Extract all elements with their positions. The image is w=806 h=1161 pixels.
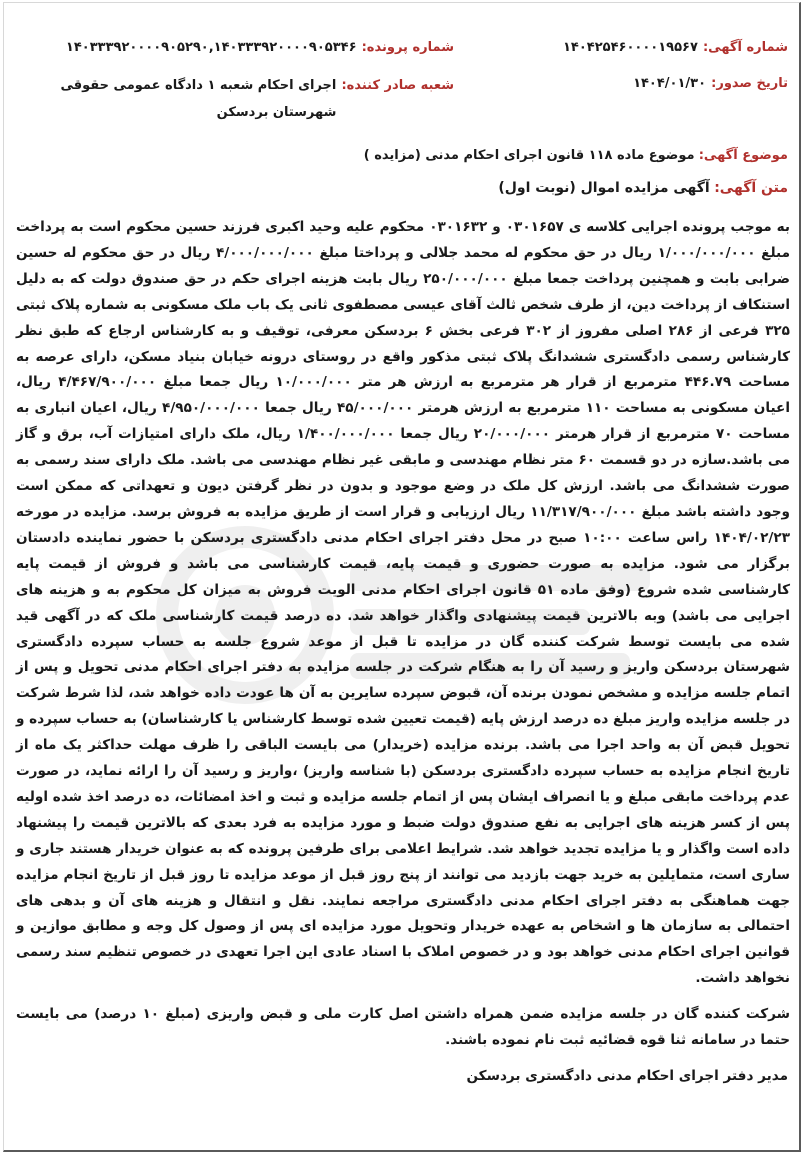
body-paragraph-1: به موجب پرونده اجرایی کلاسه ی ۰۳۰۱۶۵۷ و ۰۳۰۱۶۳۲ محکوم علیه وحید اکبری فرزند حسین محکوم است به پرداخت مبلغ ۱/۰۰۰/۰۰۰/۰۰۰ ریال در حق محکوم له محمد جلالی و پرداختا مبلغ ۴/۰۰۰/۰۰۰/۰۰۰ ریال در حق محکوم له حسین ضرابی بابت و همچنین پرداخت جمعا مبلغ ۲۵۰/۰۰۰/۰۰۰ ریال بابت هزینه اجرای حکم در حق صندوق دولت که به دلیل استنکاف از پرداخت دین، از طرف شخص ثالث آقای عیسی مصطفوی ثانی یک باب ملک مسکونی به شماره پلاک ثبتی ۳۲۵ فرعی از ۲۸۶ اصلی مفروز از ۳۰۲ فرعی بخش ۶ بردسکن معرفی، توقیف و به کارشناس ارجاع که طبق نظر کارشناس رسمی دادگستری ششدانگ پلاک ثبتی مذکور واقع در روستای درونه خیابان بنیاد مسکن، دارای عرصه به مساحت ۴۴۶.۷۹ مترمربع از قرار هر مترمربع به ارزش هر متر ۱۰/۰۰۰/۰۰۰ ریال جمعا مبلغ ۴/۴۶۷/۹۰۰/۰۰۰ ریال، اعیان مسکونی به مساحت ۱۱۰ مترمربع به ارزش هرمتر ۴۵/۰۰۰/۰۰۰ ریال جمعا ۴/۹۵۰/۰۰۰/۰۰۰ ریال، اعیان انباری به مساحت ۷۰ مترمربع از قرار هرمتر ۲۰/۰۰۰/۰۰۰ ریال جمعا ۱/۴۰۰/۰۰۰/۰۰۰ ریال، ملک دارای امتیازات آب، برق و گاز می باشد.سازه در دو قسمت ۶۰ متر نظام مهندسی و مابقی غیر نظام مهندسی می باشد. ملک دارای سند رسمی به صورت ششدانگ می باشد. ارزش کل ملک در وضع موجود و بدون در نظر گرفتن دیون و تعهداتی که ممکن است وجود داشته باشد مبلغ ۱۱/۳۱۷/۹۰۰/۰۰۰ ریال ارزیابی و قرار است از طریق مزایده به فروش برسد. مزایده در مورخه ۱۴۰۴/۰۲/۲۳ راس ساعت ۱۰:۰۰ صبح در محل دفتر اجرای احکام مدنی دادگستری بردسکن با حضور نماینده دادستان برگزار می شود. مزایده به صورت حضوری و قیمت پایه، قیمت کارشناسی می باشد و فروش از قیمت پایه کارشناسی شده شروع (وفق ماده ۵۱ قانون اجرای احکام مدنی الویت فروش به میزان کل محکوم به و هزینه های اجرایی می باشد) وبه بالاترین قیمت پیشنهادی واگذار خواهد شد. ده درصد قیمت کارشناسی ملک که در آگهی قید شده می بایست توسط شرکت کننده گان در مزایده تا قبل از موعد شروع جلسه به حساب سپرده دادگستری شهرستان بردسکن واریز و رسید آن را به هنگام شرکت در جلسه مزایده به دفتر اجرای احکام مدنی تحویل و پس از اتمام جلسه مزایده و مشخص نمودن برنده آن، قبوض سپرده سایرین به آن ها عودت داده خواهد شد، لذا شرط شرکت در جلسه مزایده واریز مبلغ ده درصد ارزش پایه (قیمت تعیین شده توسط کارشناس یا کارشناسان) به حساب سپرده و تحویل قبض آن به واحد اجرا می باشد. برنده مزایده (خریدار) می بایست الباقی را ظرف مهلت حداکثر یک ماه از تاریخ انجام مزایده به حساب سپرده دادگستری بردسکن (با شناسه واریز) ،واریز و رسید آن را ارائه نماید، در صورت عدم پرداخت مابقی مبلغ و یا انصراف ایشان پس از اتمام جلسه مزایده و ثبت و اخذ امضائات، ده درصد اخذ شده اولیه پس از کسر هزینه های اجرایی به نفع صندوق دولت ضبط و مورد مزایده به فرد بعدی که بالاترین قیمت را پیشنهاد داده است واگذار و یا مزایده تجدید خواهد شد. شرایط اعلامی برای طرفین پرونده که به عنوان خریدار هستند جاری و ساری است، متمایلین به خرید جهت بازدید می توانند از پنج روز قبل از موعد مزایده تا روز قبل از تاریخ انجام مزایده جهت هماهنگی به دفتر اجرای احکام مدنی دادگستری مراجعه نمایند. نقل و انتقال و هزینه های آن و بدهی های احتمالی به سازمان ها و اشخاص به عهده خریدار وتحویل مورد مزایده ای پس از وصول کل وجه و مطابق موازین و قوانین اجرای احکام مدنی خواهد بود و در خصوص املاک با اسناد عادی این اجرا تعهدی در خصوص تنظیم سند رسمی نخواهد داشت.: [16, 219, 791, 987]
case-number-value: ۱۴۰۳۳۳۹۲۰۰۰۰۹۰۵۲۹۰,۱۴۰۳۳۳۹۲۰۰۰۰۹۰۵۳۴۶: [65, 40, 357, 55]
announcement-body: [16, 215, 790, 1054]
signature: مدیر دفتر اجرای احکام مدنی دادگستری بردسکن: [466, 1068, 788, 1084]
subject-label: موضوع آگهی:: [698, 148, 788, 163]
subject-value: موضوع ماده ۱۱۸ قانون اجرای احکام مدنی (مزایده ): [363, 148, 695, 163]
case-number-label: شماره پرونده:: [361, 40, 454, 55]
body-paragraph-2: شرکت کننده گان در جلسه مزایده ضمن همراه داشتن اصل کارت ملی و قبض واریزی (مبلغ ۱۰ درصد) می بایست حتما در سامانه ثنا قوه قضائیه ثبت نام نموده باشند.: [16, 1006, 791, 1049]
issue-date: [633, 72, 788, 91]
issue-date-label: تاریخ صدور:: [711, 76, 788, 91]
issue-date-value: ۱۴۰۴/۰۱/۳۰: [633, 76, 707, 91]
case-number: [66, 36, 454, 55]
subject-row: [364, 148, 788, 163]
ad-number-label: شماره آگهی:: [702, 40, 788, 55]
ad-text-title: آگهی مزایده اموال (نوبت اول): [498, 180, 710, 196]
issuer-value: اجرای احکام شعبه ۱ دادگاه عمومی حقوقی شهرستان بردسکن: [60, 78, 337, 120]
ad-text-label: متن آگهی:: [714, 180, 788, 196]
ad-number: [563, 36, 788, 55]
ad-text-row: [498, 180, 788, 196]
issuer: [44, 72, 454, 126]
issuer-label: شعبه صادر کننده:: [341, 78, 454, 93]
ad-number-value: ۱۴۰۴۲۵۴۶۰۰۰۰۱۹۵۶۷: [563, 40, 698, 55]
